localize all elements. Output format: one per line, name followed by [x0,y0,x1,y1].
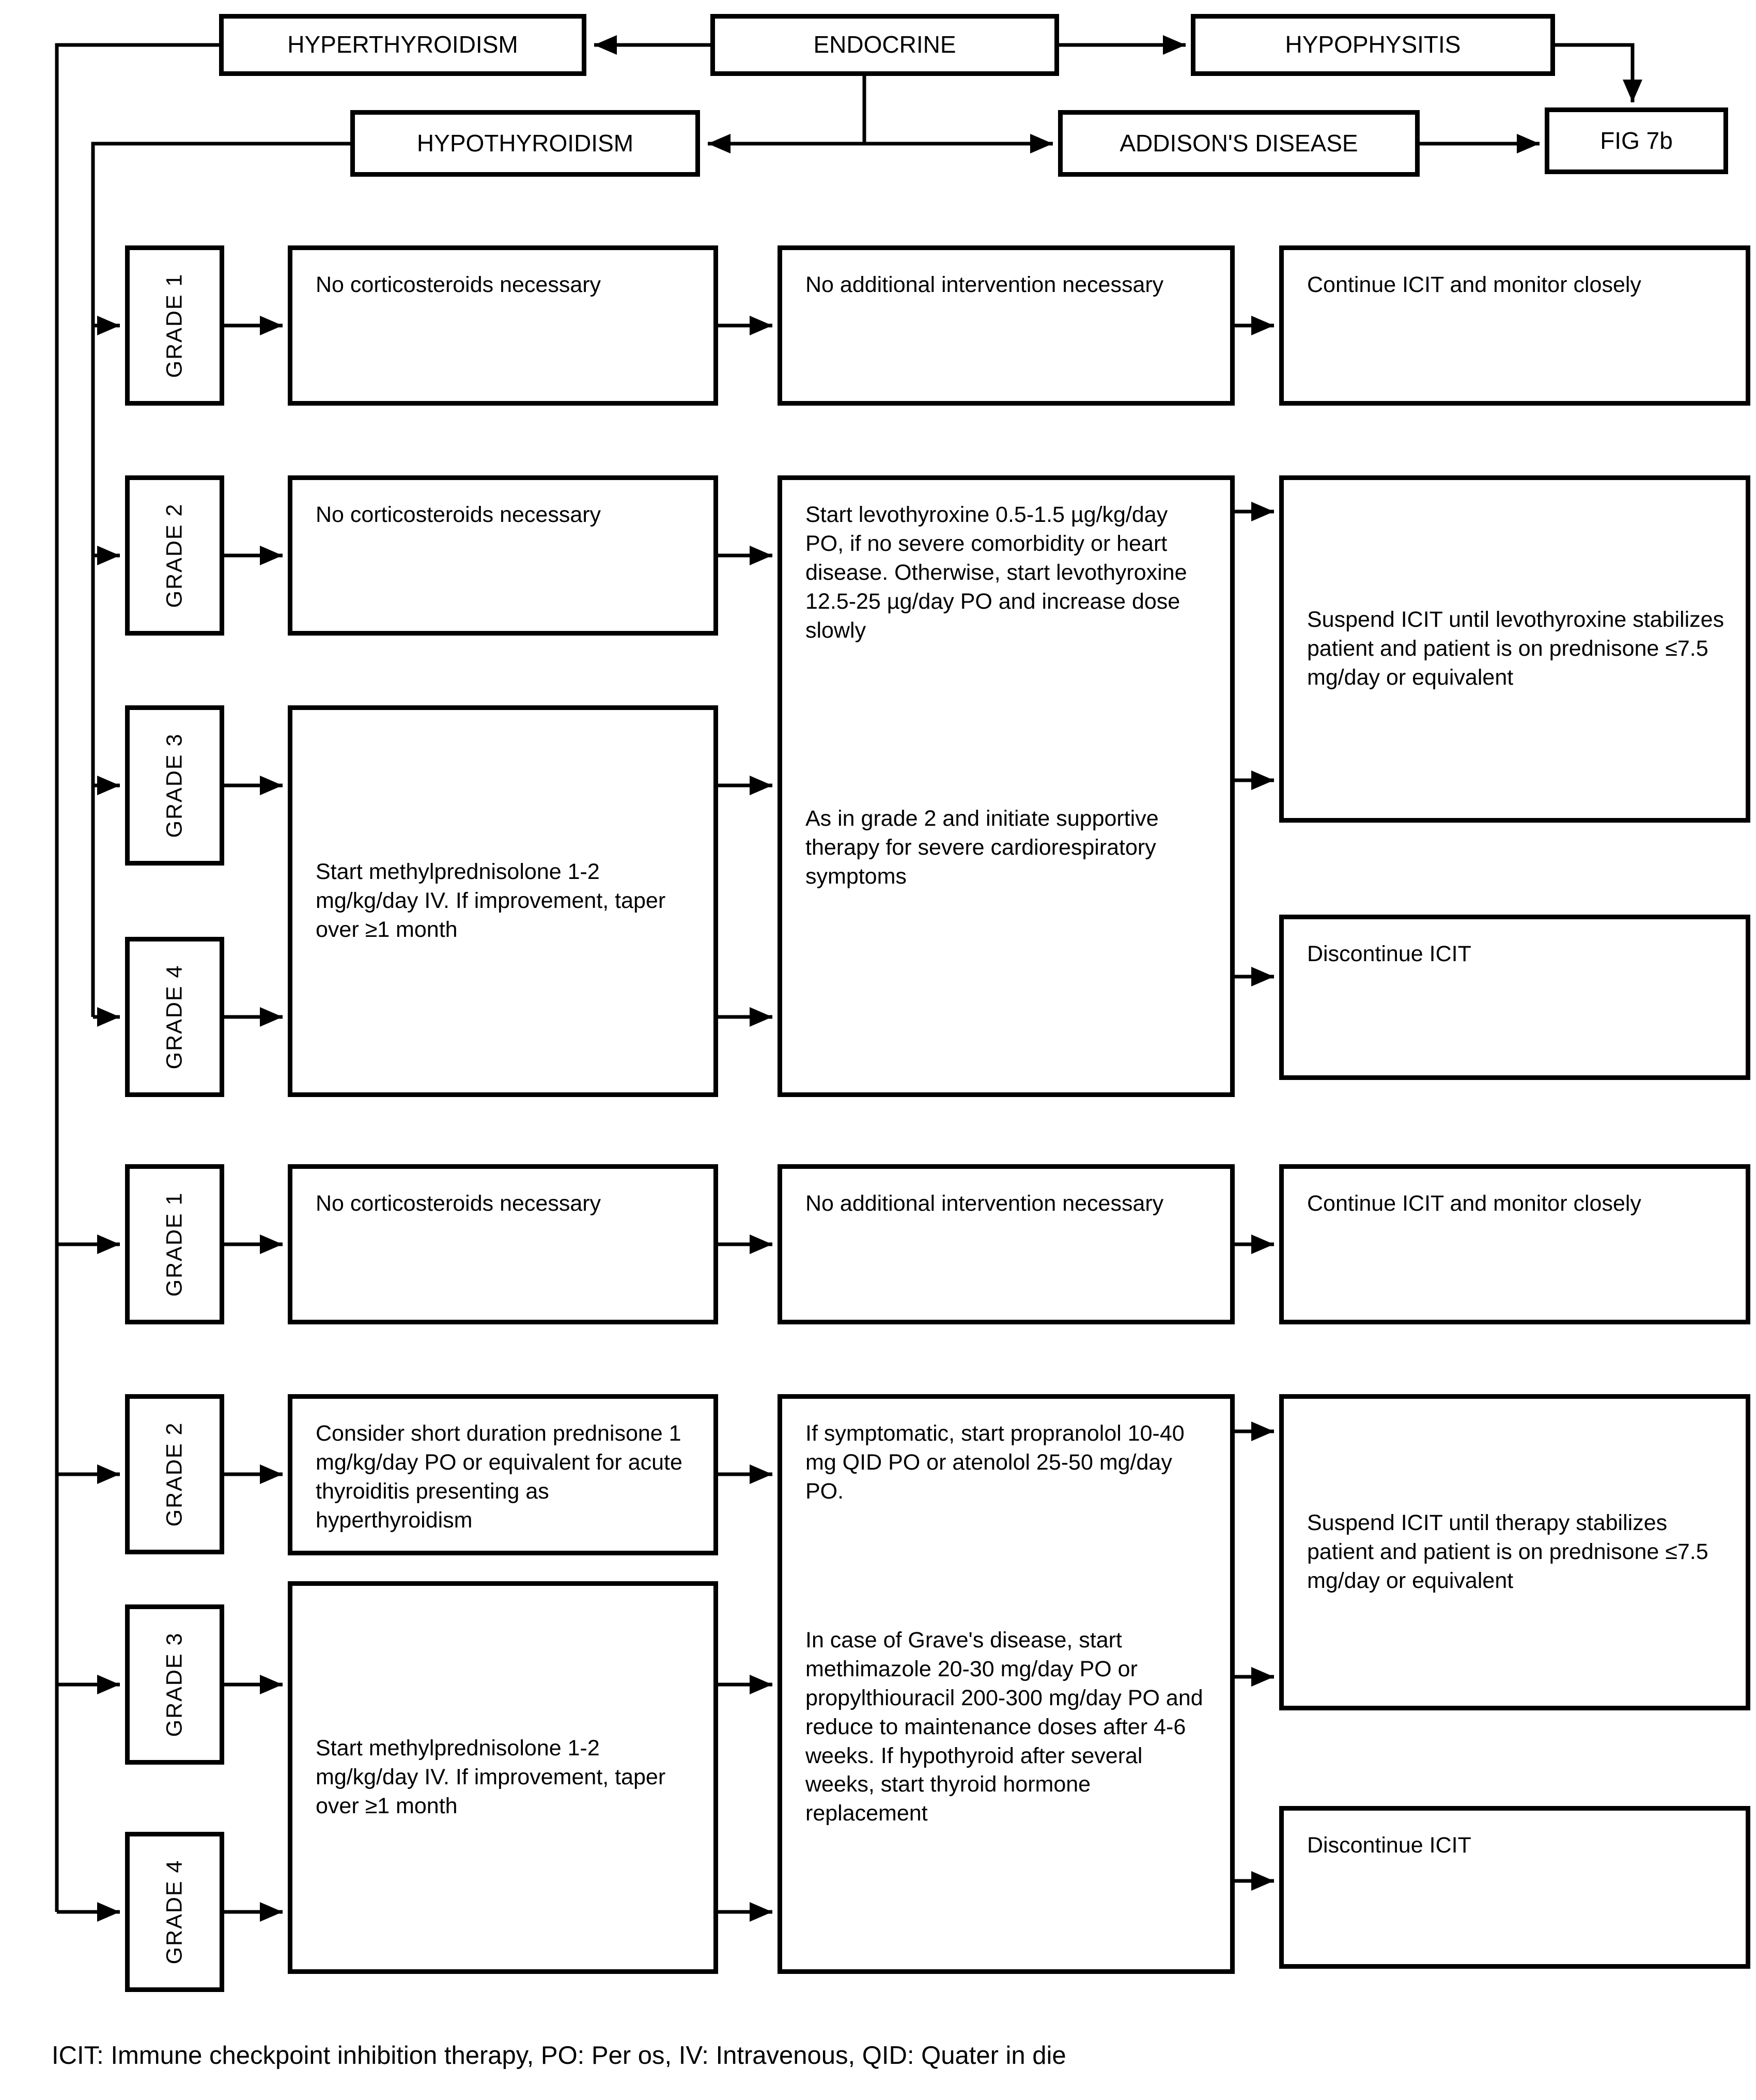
node-hyperthyroidism: HYPERTHYROIDISM [219,14,586,76]
sec2-grade3-box [125,1604,224,1765]
sec1-grade1-label: GRADE 1 [162,273,187,378]
sec1-g1-outcome-box: Continue ICIT and monitor closely [1279,245,1750,406]
sec1-g1-intervention-box: No additional intervention necessary [778,245,1235,406]
sec1-g23-outcome-box: Suspend ICIT until levothyroxine stabilizes patient and patient is on prednisone ≤7.5 mg/day or equivalent [1279,475,1750,823]
sec2-grade3-label: GRADE 3 [162,1632,187,1737]
sec2-g1-outcome-box: Continue ICIT and monitor closely [1279,1164,1750,1324]
sec2-g23-outcome-box: Suspend ICIT until therapy stabilizes patient and patient is on prednisone ≤7.5 mg/day or equivalent [1279,1394,1750,1710]
sec1-grade2-label: GRADE 2 [162,503,187,608]
sec2-grade2-box [125,1394,224,1554]
sec1-grade4-label: GRADE 4 [162,964,187,1070]
sec2-grade1-box [125,1164,224,1324]
node-hypophysitis: HYPOPHYSITIS [1191,14,1555,76]
sec1-grade1-box [125,245,224,406]
sec1-grade2-box [125,475,224,636]
sec1-g1-treatment-box: No corticosteroids necessary [288,245,718,406]
sec2-g2-treatment-box: Consider short duration prednisone 1 mg/kg/day PO or equivalent for acute thyroiditis presenting as hyperthyroidism [288,1394,718,1555]
sec1-g2-treatment-box: No corticosteroids necessary [288,475,718,636]
sec2-g234-intervention-box [778,1394,1235,1974]
sec2-grade4-box [125,1832,224,1992]
sec1-grade4-box [125,937,224,1097]
node-fig-7b: FIG 7b [1545,107,1728,174]
node-endocrine: ENDOCRINE [710,14,1059,76]
sec1-g34-intervention-text: As in grade 2 and initiate supportive therapy for severe cardiorespiratory symptoms [805,806,1159,889]
sec2-g1-treatment-box: No corticosteroids necessary [288,1164,718,1324]
sec2-grade4-label: GRADE 4 [162,1859,187,1965]
sec2-grade1-label: GRADE 1 [162,1192,187,1297]
sec1-grade3-box [125,705,224,866]
sec2-g1-intervention-box: No additional intervention necessary [778,1164,1235,1324]
sec1-g4-outcome-box: Discontinue ICIT [1279,915,1750,1080]
sec2-grade2-label: GRADE 2 [162,1422,187,1527]
sec1-grade3-label: GRADE 3 [162,733,187,838]
node-addisons-disease: ADDISON'S DISEASE [1058,110,1420,177]
sec1-g2-intervention-text: Start levothyroxine 0.5-1.5 µg/kg/day PO, if no severe comorbidity or heart disease. Otherwise, start levothyroxine 12.5-25 µg/day PO and increase dose slowly [805,502,1187,643]
sec2-g34-intervention-text: In case of Grave's disease, start methimazole 20-30 mg/day PO or propylthiouracil 200-300 mg/day PO and reduce to maintenance doses after 4-6 weeks. If hypothyroid after several weeks, start thyroid hormone replacement [805,1628,1203,1826]
sec2-g2-intervention-text: If symptomatic, start propranolol 10-40 mg QID PO or atenolol 25-50 mg/day PO. [805,1421,1185,1504]
node-hypothyroidism: HYPOTHYROIDISM [350,110,700,177]
sec1-g234-intervention-box [778,475,1235,1097]
sec2-g34-treatment-box: Start methylprednisolone 1-2 mg/kg/day IV. If improvement, taper over ≥1 month [288,1581,718,1974]
sec2-g4-outcome-box: Discontinue ICIT [1279,1806,1750,1969]
sec1-g34-treatment-box: Start methylprednisolone 1-2 mg/kg/day IV. If improvement, taper over ≥1 month [288,705,718,1097]
abbreviation-legend: ICIT: Immune checkpoint inhibition therapy, PO: Per os, IV: Intravenous, QID: Quater in die [52,2042,1066,2070]
